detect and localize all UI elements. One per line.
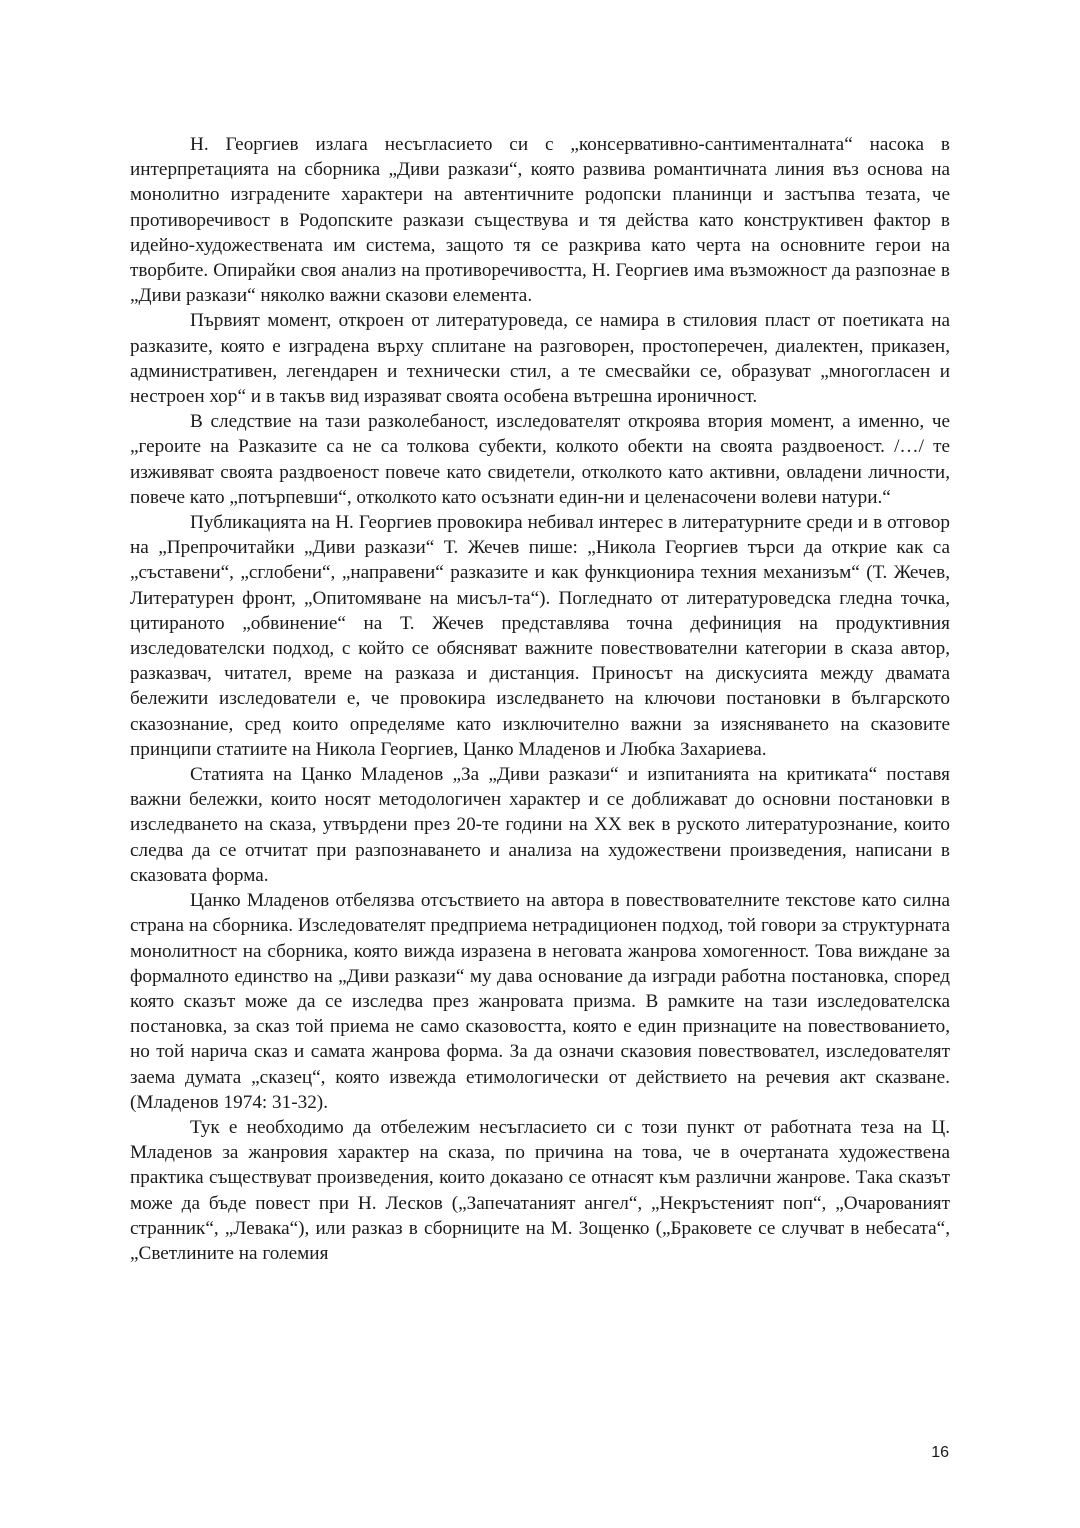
document-body (130, 132, 950, 1266)
paragraph: Цанко Младенов отбелязва отсъствието на автора в повествователните текстове като силна страна на сборника. Изследователят предприема нетрадиционен подход, той говори за структурната монолитност на сборника, която вижда изразена в неговата жанрова хомогенност. Това виждане за формалното единство на „Диви разкази“ му дава основание да изгради работна постановка, според която сказът може да се изследва през жанровата призма. В рамките на тази изследователска постановка, за сказ той приема не само сказовостта, която е един признаците на повествованието, но той нарича сказ и самата жанрова форма. За да означи сказовия повествовател, изследователят заема думата „сказец“, която извежда етимологически от действието на речевия акт сказване. (Младенов 1974: 31-32). (130, 890, 950, 1113)
paragraph: Статията на Цанко Младенов „За „Диви разкази“ и изпитанията на критиката“ поставя важни бележки, които носят методологичен характер и се доближават до основни постановки в изследването на сказа, утвърдени през 20-те години на XX век в руското литературознание, които следва да се отчитат при разпознаването и анализа на художествени произведения, написани в сказовата форма. (130, 764, 950, 886)
paragraph: Първият момент, откроен от литературоведа, се намира в стиловия пласт от поетиката на разказите, която е изградена върху сплитане на разговорен, простоперечен, диалектен, приказен, административен, легендарен и технически стил, а те смесвайки се, образуват „многогласен и нестроен хор“ и в такъв вид изразяват своята особена вътрешна ироничност. (130, 310, 950, 408)
paragraph: В следствие на тази разколебаност, изследователят откроява втория момент, а именно, че „героите на Разказите са не са толкова субекти, колкото обекти на своята раздвоеност. /…/ те изживяват своята раздвоеност повече като свидетели, отколкото като активни, овладени личности, повече като „потърпевши“, отколкото като осъзнати един-ни и целенасочени волеви натури.“ (130, 411, 950, 508)
paragraph: Н. Георгиев излага несъгласието си с „консервативно-сантименталната“ насока в интерпретацията на сборника „Диви разкази“, която развива романтичната линия въз основа на монолитно изградените характери на автентичните родопски планинци и застъпва тезата, че противоречивост в Родопските разкази съществува и тя действа като конструктивен фактор в идейно-художествената им система, защото тя се разкрива като черта на основните герои на творбите. Опирайки своя анализ на противоречивостта, Н. Георгиев има възможност да разпознае в „Диви разкази“ няколко важни сказови елемента. (130, 134, 950, 307)
paragraph: Публикацията на Н. Георгиев провокира небивал интерес в литературните среди и в отговор на „Препрочитайки „Диви разкази“ Т. Жечев пише: „Никола Георгиев търси да открие как са „съставени“, „сглобени“, „направени“ разказите и как функционира техния механизъм“ (Т. Жечев, Литературен фронт, „Опитомяване на мисъл-та“). Погледнато от литературоведска гледна точка, цитираното „обвинение“ на Т. Жечев представлява точна дефиниция на продуктивния изследователски подход, с който се обясняват важните повествователни категории в сказа автор, разказвач, читател, време на разказа и дистанция. Приносът на дискусията между двамата бележити изследователи е, че провокира изследването на ключови постановки в българското сказознание, сред които определяме като изключително важни за изясняването на сказовите принципи статиите на Никола Георгиев, Цанко Младенов и Любка Захариева. (130, 512, 950, 760)
page-number: 16 (931, 1444, 949, 1461)
paragraph: Тук е необходимо да отбележим несъгласието си с този пункт от работната теза на Ц. Младенов за жанровия характер на сказа, по причина на това, че в очертаната художествена практика съществуват произведения, които доказано се отнасят към различни жанрове. Така сказът може да бъде повест при Н. Лесков („Запечатаният ангел“, „Некръстеният поп“, „Очарованият странник“, „Левака“), или разказ в сборниците на М. Зощенко („Браковете се случват в небесата“, „Светлините на големия (130, 1116, 950, 1264)
